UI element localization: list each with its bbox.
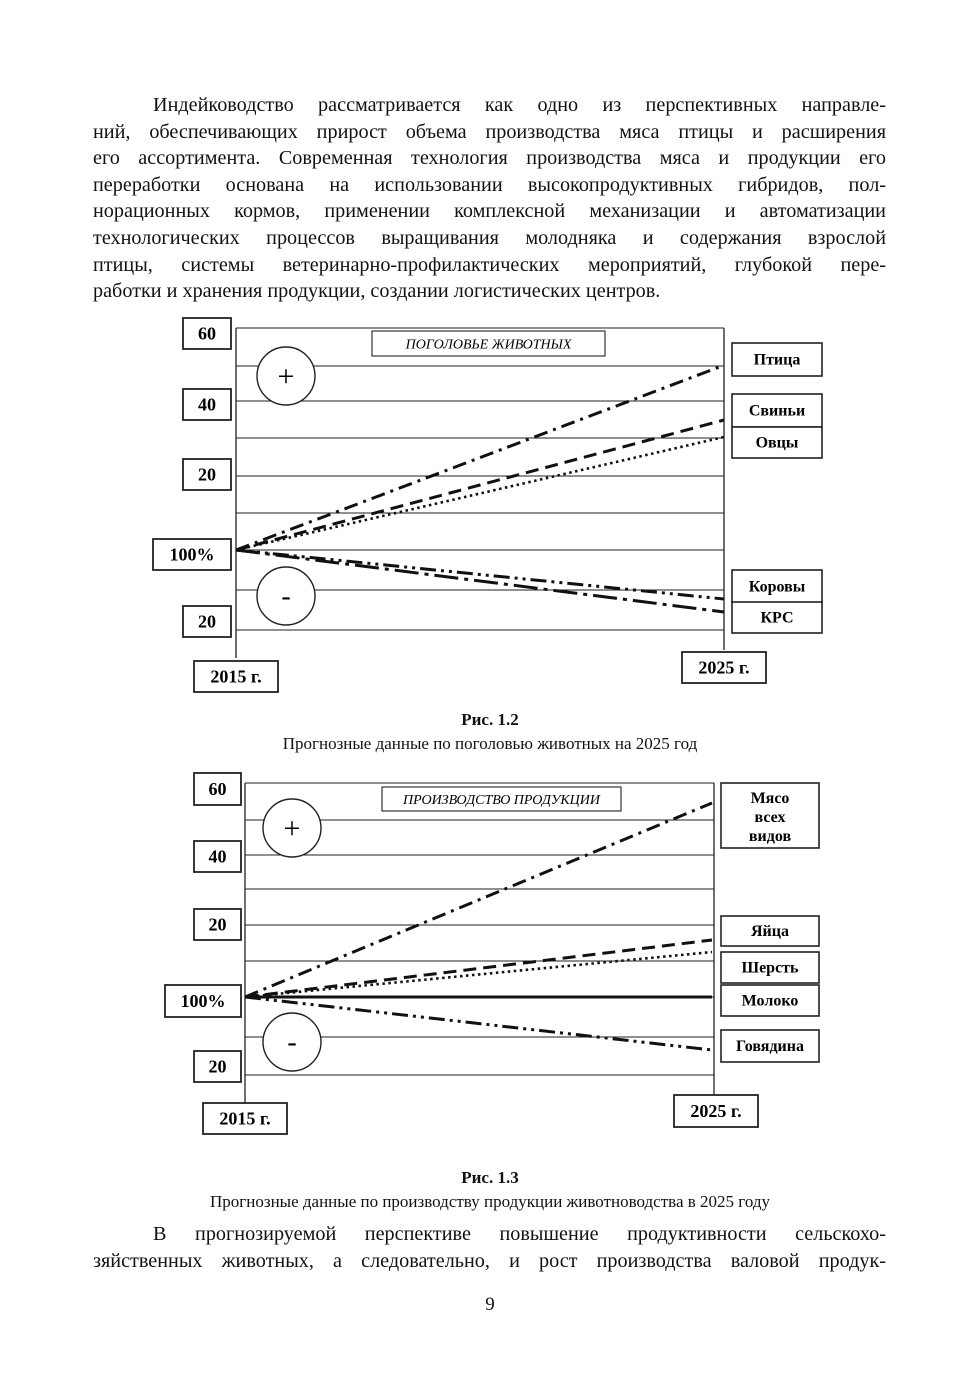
figure1-caption-text: Прогнозные данные по поголовью животных на 2025 год <box>282 734 698 753</box>
y-tick-label: 60 <box>208 779 227 799</box>
chart-title: ПОГОЛОВЬЕ ЖИВОТНЫХ <box>405 337 572 353</box>
legend-label: всех <box>754 809 786 826</box>
y-tick-label: 60 <box>198 323 216 344</box>
y-tick-label: 40 <box>198 394 216 415</box>
plus-sign: + <box>277 360 295 393</box>
legend-label: Яйца <box>751 923 789 940</box>
closing-paragraph <box>93 1221 886 1274</box>
text-line: ний, обеспечивающих прирост объема производства мяса птицы и расширения <box>93 120 886 143</box>
text-line: В прогнозируемой перспективе повышение продуктивности сельскохо- <box>153 1223 886 1245</box>
plus-sign: + <box>283 812 301 845</box>
y-tick-label: 100% <box>169 544 215 565</box>
y-tick-label: 20 <box>208 1056 227 1077</box>
legend-label: Коровы <box>748 578 806 596</box>
text-line: его ассортимента. Современная технология производства мяса и продукции его <box>93 147 886 170</box>
minus-sign: - <box>281 581 291 612</box>
legend-label: Овцы <box>755 434 799 452</box>
text-line: птицы, системы ветеринарно-профилактических мероприятий, глубокой пере- <box>93 253 886 276</box>
text-line: Индейководство рассматривается как одно из перспективных направле- <box>153 94 886 116</box>
text-line: технологических процессов выращивания молодняка и содержания взрослой <box>93 226 886 249</box>
chart-production <box>165 773 819 1134</box>
x-tick-label: 2015 г. <box>219 1108 271 1129</box>
minus-sign: - <box>287 1027 297 1058</box>
y-tick-label: 40 <box>208 846 227 867</box>
legend-label: Говядина <box>736 1038 804 1055</box>
legend-label: видов <box>748 828 792 845</box>
x-tick-label: 2025 г. <box>698 657 750 678</box>
figure1-caption-title: Рис. 1.2 <box>461 710 519 729</box>
text-line: работки и хранения продукции, создании логистических центров. <box>93 280 661 303</box>
y-tick-label: 20 <box>198 464 216 485</box>
text-line: норационных кормов, применении комплексной механизации и автоматизации <box>93 200 886 223</box>
chart-title: ПРОИЗВОДСТВО ПРОДУКЦИИ <box>402 793 601 808</box>
legend-label: Птица <box>753 351 801 369</box>
page-number: 9 <box>485 1294 495 1315</box>
legend-label: Свиньи <box>748 402 806 420</box>
text-line: зяйственных животных, а следовательно, и рост производства валовой продук- <box>93 1249 886 1272</box>
x-tick-label: 2025 г. <box>690 1101 742 1121</box>
figure2-caption-title: Рис. 1.3 <box>461 1168 519 1187</box>
y-tick-label: 20 <box>208 914 227 935</box>
y-tick-label: 20 <box>198 611 216 632</box>
legend-label: Мясо <box>750 790 790 807</box>
y-tick-label: 100% <box>180 991 226 1011</box>
figure2-caption-text: Прогнозные данные по производству продукции животноводства в 2025 году <box>210 1192 770 1211</box>
legend-label: Молоко <box>741 992 799 1010</box>
series-line-2 <box>245 952 712 997</box>
legend-label: КРС <box>760 609 794 627</box>
x-tick-label: 2015 г. <box>210 666 262 687</box>
legend-label: Шерсть <box>741 959 799 977</box>
series-line-1 <box>245 940 712 997</box>
text-line: переработки основана на использовании высокопродуктивных гибридов, пол- <box>93 173 886 196</box>
